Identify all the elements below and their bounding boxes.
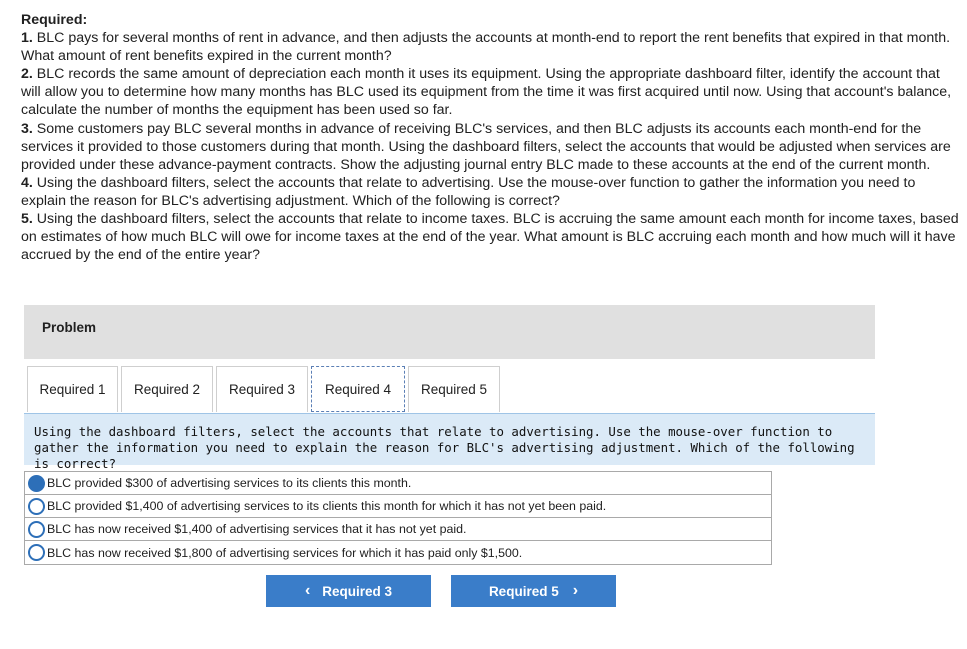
prev-button-label: Required 3 [322, 583, 393, 599]
chevron-left-icon: ‹ [304, 582, 311, 599]
required-title: Required: [21, 12, 88, 28]
answer-option-label: BLC provided $300 of advertising services to its clients this month. [47, 476, 412, 490]
required-item-number: 5. [21, 211, 33, 228]
required-item-4 [21, 174, 959, 210]
answer-option-label: BLC has now received $1,800 of advertising services for which it has paid only $1,500. [47, 545, 523, 560]
required-instructions [21, 11, 959, 264]
answer-option-3[interactable] [25, 518, 771, 541]
required-item-number: 1. [21, 30, 33, 47]
problem-bar [24, 305, 875, 359]
answer-option-4[interactable] [25, 541, 771, 564]
next-button-label: Required 5 [488, 583, 559, 599]
required-item-2 [21, 65, 959, 119]
answer-option-2[interactable] [25, 495, 771, 518]
required-item-3 [21, 120, 959, 174]
required-item-text: BLC pays for several months of rent in advance, and then adjusts the accounts at month-end to report the rent benefits that expired in that month. What amount of rent benefits expired in the current month? [21, 30, 951, 65]
required-item-text: Using the dashboard filters, select the accounts that relate to income taxes. BLC is accruing the same amount each month for income taxes, based on estimates of how much BLC will owe for income taxes at the end of the year. What amount is BLC accruing each month and how much will it have accrued by the end of the entire year? [21, 211, 959, 264]
required-item-5 [21, 210, 959, 264]
required-item-text: Some customers pay BLC several months in advance of receiving BLC's services, and then BLC adjusts its accounts each month-end for the services it provided to those customers during that month. Using the dashboard filters, select the accounts that would be adjusted when services are provided under these advance-payment contracts. Show the adjusting journal entry BLC made to these accounts at the end of the current month. [21, 120, 951, 173]
required-item-number: 2. [21, 66, 33, 83]
tab-required-2[interactable]: Required 2 [121, 366, 213, 412]
answer-option-1[interactable] [25, 472, 771, 495]
required-item-number: 3. [21, 120, 33, 137]
prev-required-button[interactable] [266, 575, 431, 607]
radio-icon[interactable] [28, 521, 45, 538]
tab-required-3[interactable]: Required 3 [216, 366, 308, 412]
radio-icon[interactable] [28, 544, 45, 561]
answer-option-label: BLC provided $1,400 of advertising services to its clients this month for which it has not yet been paid. [47, 499, 607, 513]
required-item-text: Using the dashboard filters, select the accounts that relate to advertising. Use the mouse-over function to gather the information you need to explain the reason for BLC's advertising adjustment. Which of the following is correct? [21, 174, 916, 209]
tab-required-4[interactable]: Required 4 [311, 366, 405, 412]
radio-icon[interactable] [28, 498, 45, 515]
answer-options [24, 471, 772, 565]
required-item-text: BLC records the same amount of depreciation each month it uses its equipment. Using the appropriate dashboard filter, identify the account that will allow you to determine how many months has BLC used its equipment from the time it was first acquired until now. Using that account's balance, calculate the number of months the equipment has been used so far. [21, 66, 952, 119]
radio-selected-icon[interactable] [28, 475, 45, 492]
required-item-1 [21, 29, 959, 65]
answer-option-label: BLC has now received $1,400 of advertising services that it has not yet paid. [47, 522, 467, 536]
next-required-button[interactable] [451, 575, 616, 607]
tab-required-1[interactable]: Required 1 [27, 366, 118, 412]
required-item-number: 4. [21, 174, 33, 191]
chevron-right-icon: › [572, 582, 579, 599]
tab-required-5[interactable]: Required 5 [408, 366, 500, 412]
problem-label: Problem [42, 320, 97, 335]
question-instruction: Using the dashboard filters, select the accounts that relate to advertising. Use the mouse-over function to gather the information you need to explain the reason for BLC's advertising adjustment. Which of the following is correct? [24, 414, 875, 465]
required-tabs [27, 366, 503, 414]
